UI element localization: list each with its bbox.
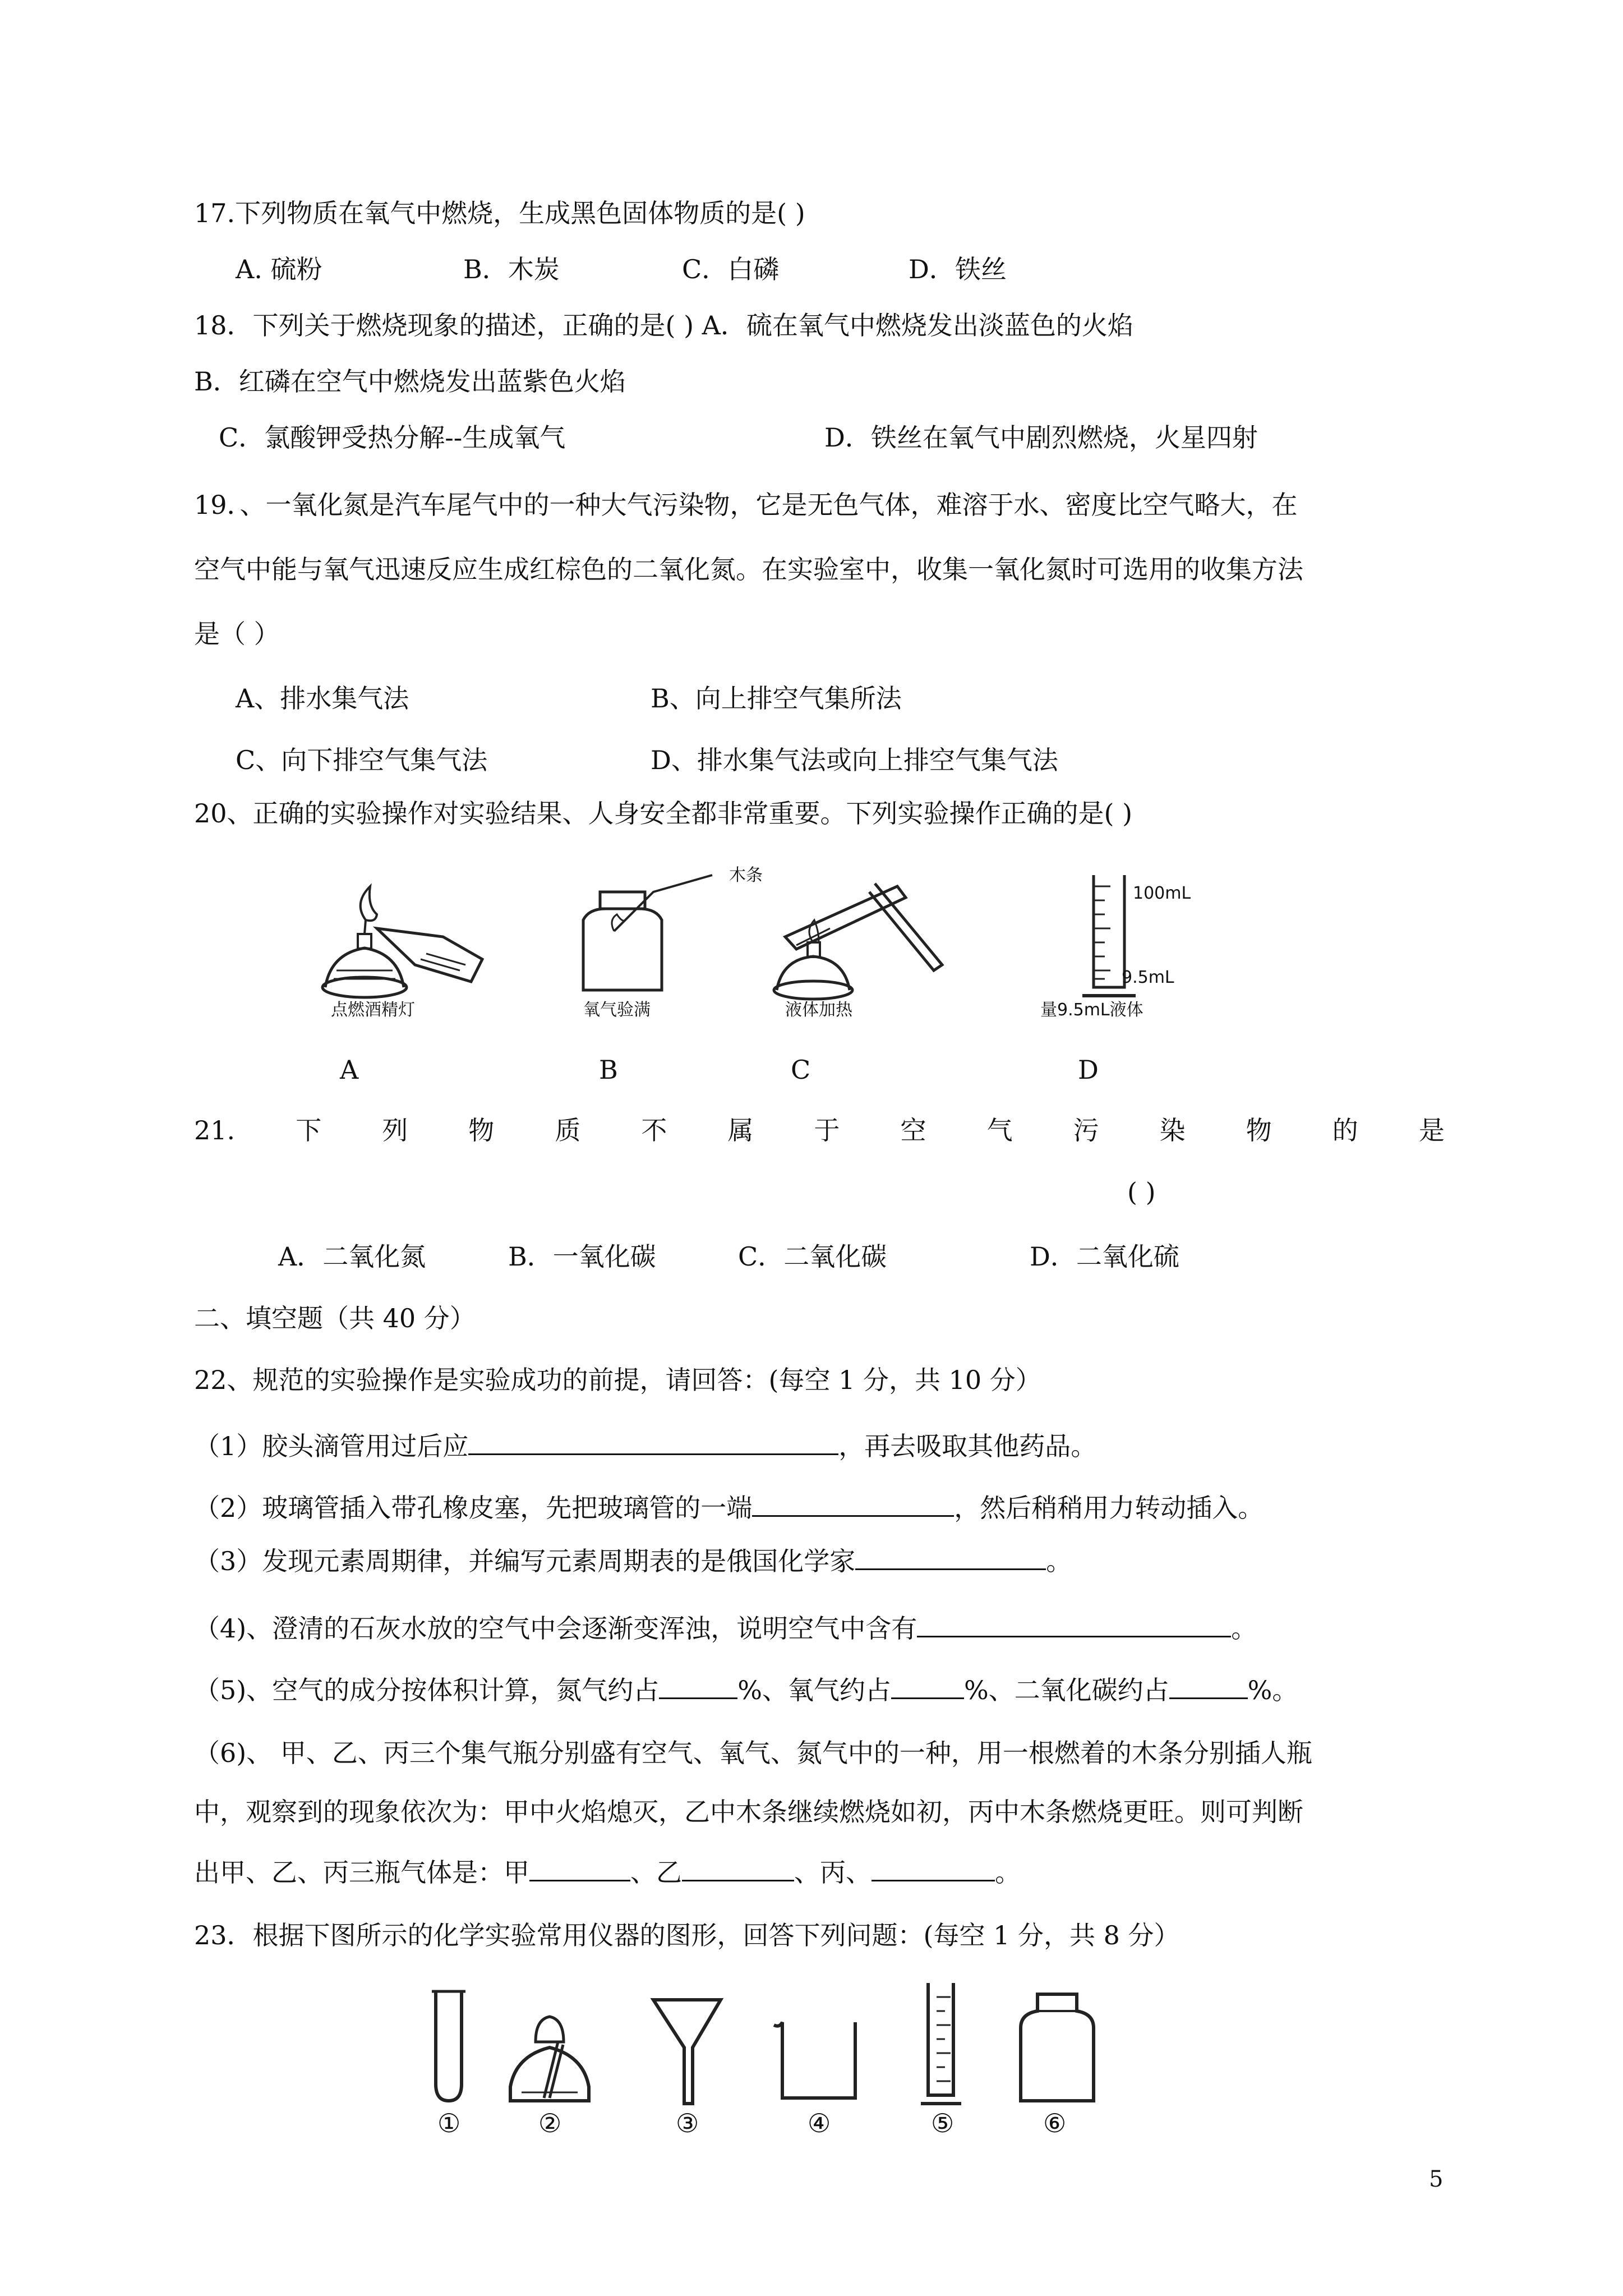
q21-option-d: D．二氧化硫 — [1030, 1241, 1179, 1272]
gas-jar-icon — [1009, 1989, 1105, 2106]
q21-char: 气 — [986, 1115, 1013, 1145]
instrument-label-4: ④ — [808, 2108, 831, 2138]
q19-option-c: C、向下排空气集气法 — [236, 745, 488, 775]
q21-char: 物 — [468, 1115, 495, 1145]
alcohol-lamp-icon — [505, 1989, 594, 2106]
q21-char: 空 — [900, 1115, 926, 1145]
q21-char: 物 — [1246, 1115, 1272, 1145]
q19-option-b: B、向上排空气集所法 — [651, 683, 902, 714]
q19-line-2: 空气中能与氧气迅速反应生成红棕色的二氧化氮。在实验室中，收集一氧化氮时可选用的收集方法 — [194, 554, 1303, 585]
q21-option-b: B．一氧化碳 — [508, 1241, 656, 1272]
q22-part-3 — [194, 1543, 1072, 1578]
q20-letter-d: D — [1078, 1055, 1099, 1085]
q20-stem: 20、正确的实验操作对实验结果、人身安全都非常重要。下列实验操作正确的是( ) — [194, 798, 1133, 829]
q22-1-text: （1）胶头滴管用过后应 — [194, 1431, 469, 1461]
section-2-heading: 二、填空题（共 40 分） — [194, 1303, 476, 1333]
answer-blank[interactable] — [872, 1854, 995, 1881]
q22-6-text: 、乙 — [630, 1857, 682, 1888]
instrument-label-2: ② — [538, 2108, 562, 2138]
q22-5-text: （5)、空气的成分按体积计算，氮气约占 — [194, 1675, 660, 1705]
q17-option-b: B．木炭 — [463, 254, 560, 284]
q18-option-b: B．红磷在空气中燃烧发出蓝紫色火焰 — [194, 366, 626, 397]
q21-char: 质 — [555, 1115, 581, 1145]
q21-char: 于 — [814, 1115, 840, 1145]
q19-line-3: 是（ ） — [194, 619, 280, 649]
alcohol-lamp-lighting-figure — [314, 875, 494, 1004]
caption-c: 液体加热 — [785, 1000, 852, 1020]
page-number: 5 — [1429, 2166, 1444, 2192]
q18-option-d: D．铁丝在氧气中剧烈燃烧，火星四射 — [824, 422, 1258, 453]
q21-char: 的 — [1332, 1115, 1358, 1145]
q22-1-text-end: ，再去吸取其他药品。 — [838, 1431, 1097, 1461]
q21-char: 列 — [382, 1115, 408, 1145]
q20-letter-b: B — [599, 1055, 618, 1085]
answer-blank[interactable] — [855, 1543, 1046, 1570]
measuring-cylinder-icon — [920, 1980, 965, 2106]
q17-option-d: D．铁丝 — [909, 254, 1007, 284]
wood-strip-label: 木条 — [729, 866, 763, 885]
q21-option-a: A．二氧化氮 — [278, 1241, 426, 1272]
beaker-icon — [771, 2019, 861, 2104]
q22-part-5 — [194, 1672, 1298, 1707]
q22-3-text-end: 。 — [1046, 1546, 1072, 1576]
q19-option-d: D、排水集气法或向上排空气集气法 — [651, 745, 1058, 775]
q22-part-6-line-2: 中，观察到的现象依次为：甲中火焰熄灭，乙中木条继续燃烧如初，丙中木条燃烧更旺。则可判断 — [194, 1797, 1303, 1827]
q22-part-4 — [194, 1610, 1257, 1645]
answer-blank[interactable] — [468, 1428, 838, 1455]
q22-part-1 — [194, 1428, 1096, 1463]
q22-part-2 — [194, 1489, 1264, 1525]
answer-blank[interactable] — [917, 1610, 1231, 1637]
q22-5-text: %、氧气约占 — [737, 1675, 891, 1705]
q17-stem: 17.下列物质在氧气中燃烧，生成黑色固体物质的是( ) — [194, 198, 805, 228]
instrument-label-5: ⑤ — [931, 2108, 955, 2138]
oxygen-full-test-figure — [572, 864, 751, 999]
answer-blank[interactable] — [682, 1854, 794, 1881]
q21-char: 是 — [1418, 1115, 1445, 1145]
q22-5-text-end: %。 — [1247, 1675, 1298, 1705]
q22-5-text: %、二氧化碳约占 — [963, 1675, 1169, 1705]
cylinder-100ml-label: 100mL — [1133, 884, 1191, 903]
q20-letter-a: A — [340, 1055, 359, 1085]
answer-blank[interactable] — [752, 1489, 954, 1517]
answer-blank[interactable] — [659, 1672, 737, 1699]
q20-letter-c: C — [791, 1055, 811, 1085]
q23-stem: 23．根据下图所示的化学实验常用仪器的图形，回答下列问题：(每空 1 分，共 8 分） — [194, 1920, 1180, 1950]
q22-6-text: 、丙、 — [794, 1857, 872, 1888]
instrument-label-1: ① — [437, 2108, 461, 2138]
funnel-icon — [651, 1989, 723, 2106]
test-tube-icon — [429, 1989, 468, 2106]
q22-part-6-line-3 — [194, 1854, 1021, 1889]
q21-number: 21. — [194, 1115, 236, 1145]
q22-4-text: （4)、澄清的石灰水放的空气中会逐渐变浑浊，说明空气中含有 — [194, 1613, 917, 1644]
caption-a: 点燃酒精灯 — [331, 1000, 415, 1020]
q18-option-c: C．氯酸钾受热分解--生成氧气 — [219, 422, 566, 453]
q22-2-text: （2）玻璃管插入带孔橡皮塞，先把玻璃管的一端 — [194, 1493, 753, 1523]
q21-char: 染 — [1159, 1115, 1186, 1145]
q21-option-c: C．二氧化碳 — [738, 1241, 887, 1272]
q22-2-text-end: ，然后稍稍用力转动插入。 — [954, 1493, 1264, 1523]
q17-option-c: C．白磷 — [682, 254, 780, 284]
answer-blank[interactable] — [1169, 1672, 1248, 1699]
q19-line-1: 19．、一氧化氮是汽车尾气中的一种大气污染物，它是无色气体，难溶于水、密度比空气略大，在 — [194, 490, 1298, 520]
q21-char: 污 — [1073, 1115, 1099, 1145]
q17-option-a: A. 硫粉 — [236, 254, 322, 284]
q22-part-6-line-1: （6)、 甲、乙、丙三个集气瓶分别盛有空气、氧气、氮气中的一种，用一根燃着的木条分别插人瓶 — [194, 1738, 1312, 1768]
q21-answer-paren: ( ) — [1127, 1177, 1156, 1207]
q21-stem — [194, 1114, 1445, 1147]
q21-char: 下 — [296, 1115, 322, 1145]
liquid-heating-figure — [763, 875, 976, 1004]
q22-6-text-end: 。 — [995, 1857, 1021, 1888]
q22-3-text: （3）发现元素周期律，并编写元素周期表的是俄国化学家 — [194, 1546, 856, 1576]
answer-blank[interactable] — [891, 1672, 964, 1699]
q18-stem: 18．下列关于燃烧现象的描述，正确的是( ) A．硫在氧气中燃烧发出淡蓝色的火焰 — [194, 310, 1133, 341]
instrument-label-3: ③ — [676, 2108, 699, 2138]
cylinder-95ml-label: 9.5mL — [1122, 968, 1174, 987]
q22-6-text: 出甲、乙、丙三瓶气体是：甲 — [194, 1857, 529, 1888]
q22-stem: 22、规范的实验操作是实验成功的前提，请回答：(每空 1 分，共 10 分） — [194, 1365, 1041, 1395]
q22-4-text-end: 。 — [1231, 1613, 1257, 1644]
answer-blank[interactable] — [529, 1854, 630, 1881]
q21-char: 不 — [641, 1115, 667, 1145]
instrument-label-6: ⑥ — [1043, 2108, 1067, 2138]
q21-char: 属 — [727, 1115, 754, 1145]
q19-option-a: A、排水集气法 — [236, 683, 409, 714]
caption-d: 量9.5mL液体 — [1040, 1000, 1144, 1020]
caption-b: 氧气验满 — [583, 1000, 651, 1020]
